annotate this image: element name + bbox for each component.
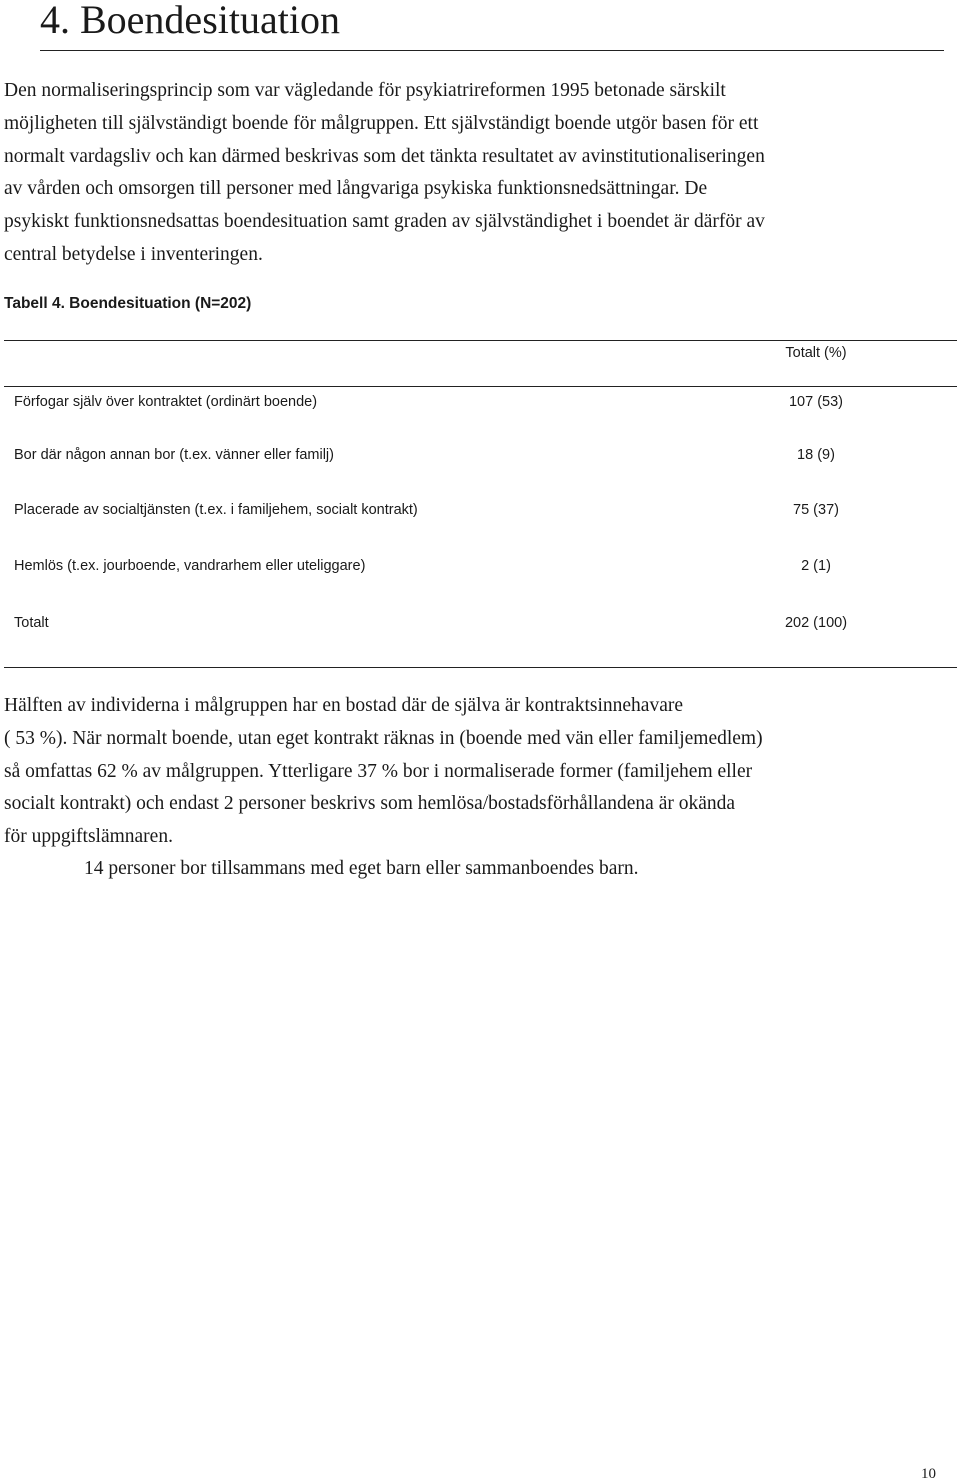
intro-line: möjligheten till självständigt boende för målgruppen. Ett självständigt boende utgör basen för ett <box>4 112 759 134</box>
table-bottom-rule <box>4 667 957 668</box>
intro-line: av vården och omsorgen till personer med långvariga psykiska funktionsnedsättningar. De <box>4 178 708 200</box>
table-row-label: Förfogar själv över kontraktet (ordinärt boende) <box>14 394 318 410</box>
housing-table <box>0 0 960 700</box>
column-header-total: Totalt (%) <box>785 345 847 361</box>
table-top-rule <box>4 340 957 341</box>
summary-line: Hälften av individerna i målgruppen har en bostad där de själva är kontraktsinnehavare <box>4 695 683 716</box>
table-header-rule <box>4 386 957 387</box>
table-row-value: 75 (37) <box>793 502 839 518</box>
summary-line: så omfattas 62 % av målgruppen. Ytterligare 37 % bor i normaliserade former (familjehem eller <box>4 760 753 782</box>
intro-line: psykiskt funktionsnedsattas boendesituation samt graden av självständighet i boendet är därför av <box>4 211 765 233</box>
page-title: 4. Boendesituation <box>40 0 340 42</box>
table-row-label: Bor där någon annan bor (t.ex. vänner eller familj) <box>14 447 334 463</box>
table-row-label: Placerade av socialtjänsten (t.ex. i familjehem, socialt kontrakt) <box>14 502 418 518</box>
summary-line: socialt kontrakt) och endast 2 personer beskrivs som hemlösa/bostadsförhållandena är okända <box>4 793 736 815</box>
summary-paragraph <box>4 690 954 854</box>
table-row-value: 18 (9) <box>797 447 835 463</box>
table-caption: Tabell 4. Boendesituation (N=202) <box>4 295 252 312</box>
children-note: 14 personer bor tillsammans med eget barn eller sammanboendes barn. <box>84 858 639 879</box>
summary-line: för uppgiftslämnaren. <box>4 826 173 848</box>
table-total-label: Totalt <box>14 615 49 631</box>
table-row-value: 107 (53) <box>788 394 843 410</box>
intro-line: normalt vardagsliv och kan därmed beskrivas som det tänkta resultatet av avinstitutionaliseringen <box>4 145 765 167</box>
intro-line: central betydelse i inventeringen. <box>4 243 263 265</box>
table-row-label: Hemlös (t.ex. jourboende, vandrarhem eller uteliggare) <box>14 558 366 574</box>
page-number: 10 <box>921 1466 936 1482</box>
table-total-value: 202 (100) <box>784 615 848 631</box>
table-row-value: 2 (1) <box>801 558 831 574</box>
intro-line: Den normaliseringsprincip som var vägledande för psykiatrireformen 1995 betonade särskilt <box>4 80 726 101</box>
summary-line: ( 53 %). När normalt boende, utan eget kontrakt räknas in (boende med vän eller familjemedlem) <box>4 727 763 749</box>
